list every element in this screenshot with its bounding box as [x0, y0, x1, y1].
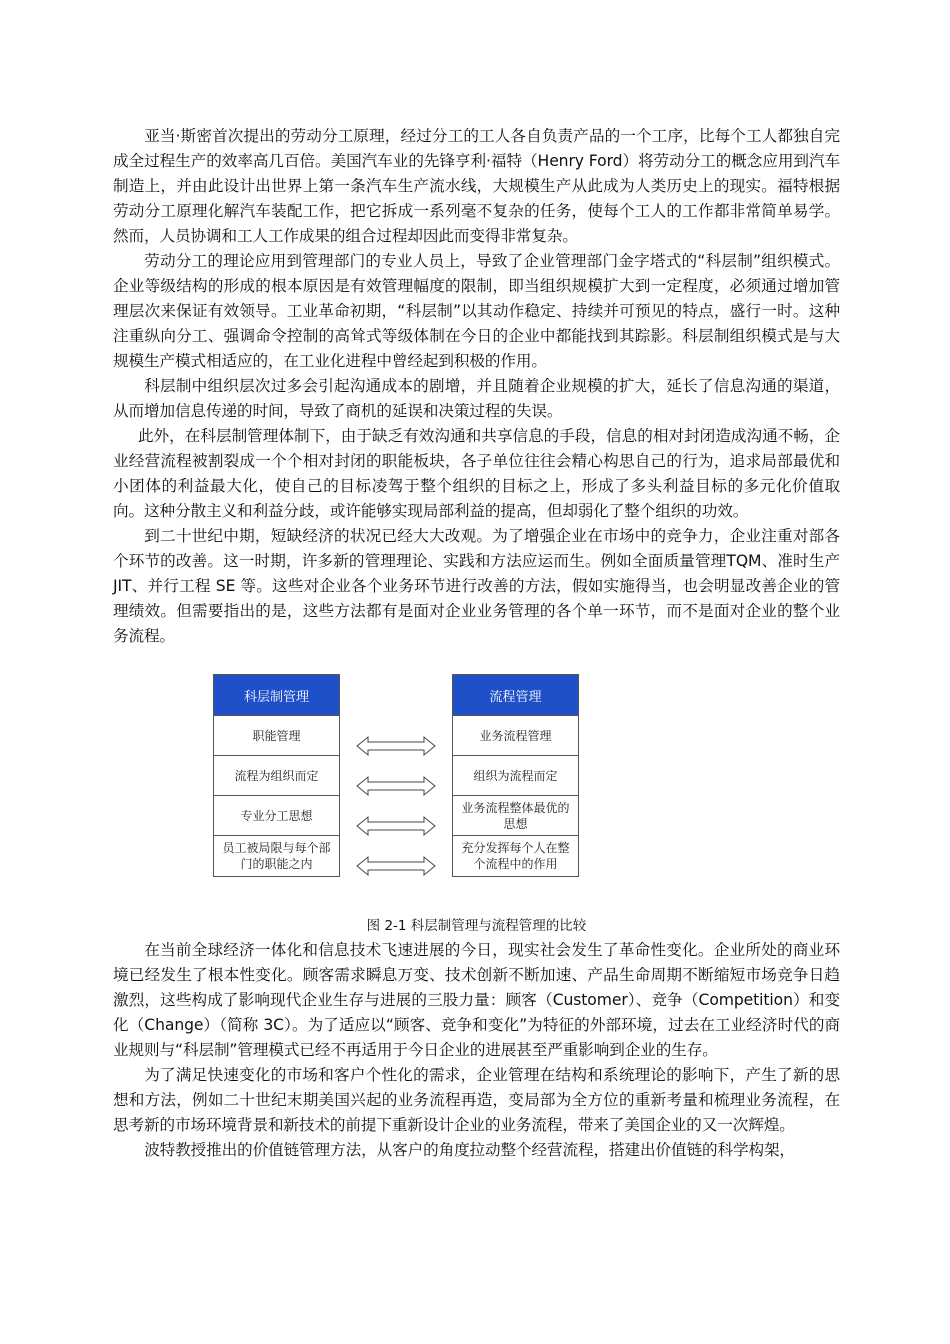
bureaucracy-column [213, 674, 340, 877]
bureaucracy-cell: 员工被局限与每个部门的职能之内 [222, 841, 331, 871]
process-cell: 组织为流程而定 [453, 756, 578, 796]
bureaucracy-header: 科层制管理 [214, 675, 339, 716]
bureaucracy-cell: 职能管理 [214, 716, 339, 756]
paragraph-value-chain: 波特教授推出的价值链管理方法，从客户的角度拉动整个经营流程，搭建出价值链的科学构架， [144, 1141, 795, 1159]
bureaucracy-cell: 专业分工思想 [214, 796, 339, 836]
process-column [452, 674, 579, 877]
figure-caption: 图 2-1 科层制管理与流程管理的比较 [366, 918, 587, 934]
paragraph-process-reengineering: 为了满足快速变化的市场和客户个性化的需求，企业管理在结构和系统理论的影响下，产生了新的思想和方法，例如二十世纪末期美国兴起的业务流程再造，变局部为全方位的重新考量和梳理业务流程，在思考新的市场环境背景和新技术的前提下重新设计企业的业务流程，带来了美国企业的又一次辉煌。 [113, 1066, 840, 1134]
document-page [113, 124, 840, 1163]
process-header: 流程管理 [453, 675, 578, 716]
process-cell: 充分发挥每个人在整个流程中的作用 [461, 841, 570, 871]
paragraph-mid-century-methods: 到二十世纪中期，短缺经济的状况已经大大改观。为了增强企业在市场中的竞争力，企业注重对部各个环节的改善。这一时期，许多新的管理理论、实践和方法应运而生。例如全面质量管理TQM、准时生产 JIT、并行工程 SE 等。这些对企业各个业务环节进行改善的方法，假如实施得当，也会明显改善企业的管理绩效。但需要指出的是，这些方法都有是面对企业业务管理的各个单一环节，而不是面对企业的整个业务流程。 [113, 527, 840, 645]
process-cell: 业务流程整体最优的思想 [453, 796, 578, 836]
double-arrow-icon [356, 735, 436, 757]
paragraph-bureaucracy-model: 劳动分工的理论应用到管理部门的专业人员上，导致了企业管理部门金字塔式的“科层制”组织模式。企业等级结构的形成的根本原因是有效管理幅度的限制，即当组织规模扩大到一定程度，必须通过增加管理层次来保证有效领导。工业革命初期，“科层制”以其动作稳定、持续并可预见的特点，盛行一时。这种注重纵向分工、强调命令控制的高耸式等级体制在今日的企业中都能找到其踪影。科层制组织模式是与大规模生产模式相适应的，在工业化进程中曾经起到积极的作用。 [113, 252, 840, 370]
paragraph-information-closure: 此外，在科层制管理体制下，由于缺乏有效沟通和共享信息的手段，信息的相对封闭造成沟通不畅，企业经营流程被割裂成一个个相对封闭的职能板块，各子单位往往会精心构思自己的行为，追求局部最优和小团体的利益最大化，使自己的目标凌驾于整个组织的目标之上，形成了多头利益目标的多元化价值取向。这种分散主义和利益分歧，或许能够实现局部利益的提高，但却弱化了整个组织的功效。 [113, 427, 840, 520]
bureaucracy-cell: 流程为组织而定 [214, 756, 339, 796]
double-arrow-icon [356, 775, 436, 797]
paragraph-communication-cost: 科层制中组织层次过多会引起沟通成本的剧增，并且随着企业规模的扩大，延长了信息沟通的渠道，从而增加信息传递的时间，导致了商机的延误和决策过程的失误。 [113, 377, 840, 420]
comparison-figure [113, 664, 840, 914]
double-arrow-icon [356, 815, 436, 837]
double-arrow-icon [356, 855, 436, 877]
paragraph-division-of-labor: 亚当·斯密首次提出的劳动分工原理，经过分工的工人各自负责产品的一个工序，比每个工人都独自完成全过程生产的效率高几百倍。美国汽车业的先锋亨利·福特（Henry Ford）将劳动分工的概念应用到汽车制造上，并由此设计出世界上第一条汽车生产流水线，大规模生产从此成为人类历史上的现实。福特根据劳动分工原理化解汽车装配工作，把它拆成一系列毫不复杂的任务，使每个工人的工作都非常简单易学。然而，人员协调和工人工作成果的组合过程却因此而变得非常复杂。 [113, 127, 840, 245]
process-cell: 业务流程管理 [453, 716, 578, 756]
paragraph-3c-forces: 在当前全球经济一体化和信息技术飞速进展的今日，现实社会发生了革命性变化。企业所处的商业环境已经发生了根本性变化。顾客需求瞬息万变、技术创新不断加速、产品生命周期不断缩短市场竞争日趋激烈，这些构成了影响现代企业生存与进展的三股力量：顾客（Customer）、竞争（Competition）和变化（Change）（简称 3C）。为了适应以“顾客、竞争和变化”为特征的外部环境，过去在工业经济时代的商业规则与“科层制”管理模式已经不再适用于今日企业的进展甚至严重影响到企业的生存。 [113, 941, 840, 1059]
